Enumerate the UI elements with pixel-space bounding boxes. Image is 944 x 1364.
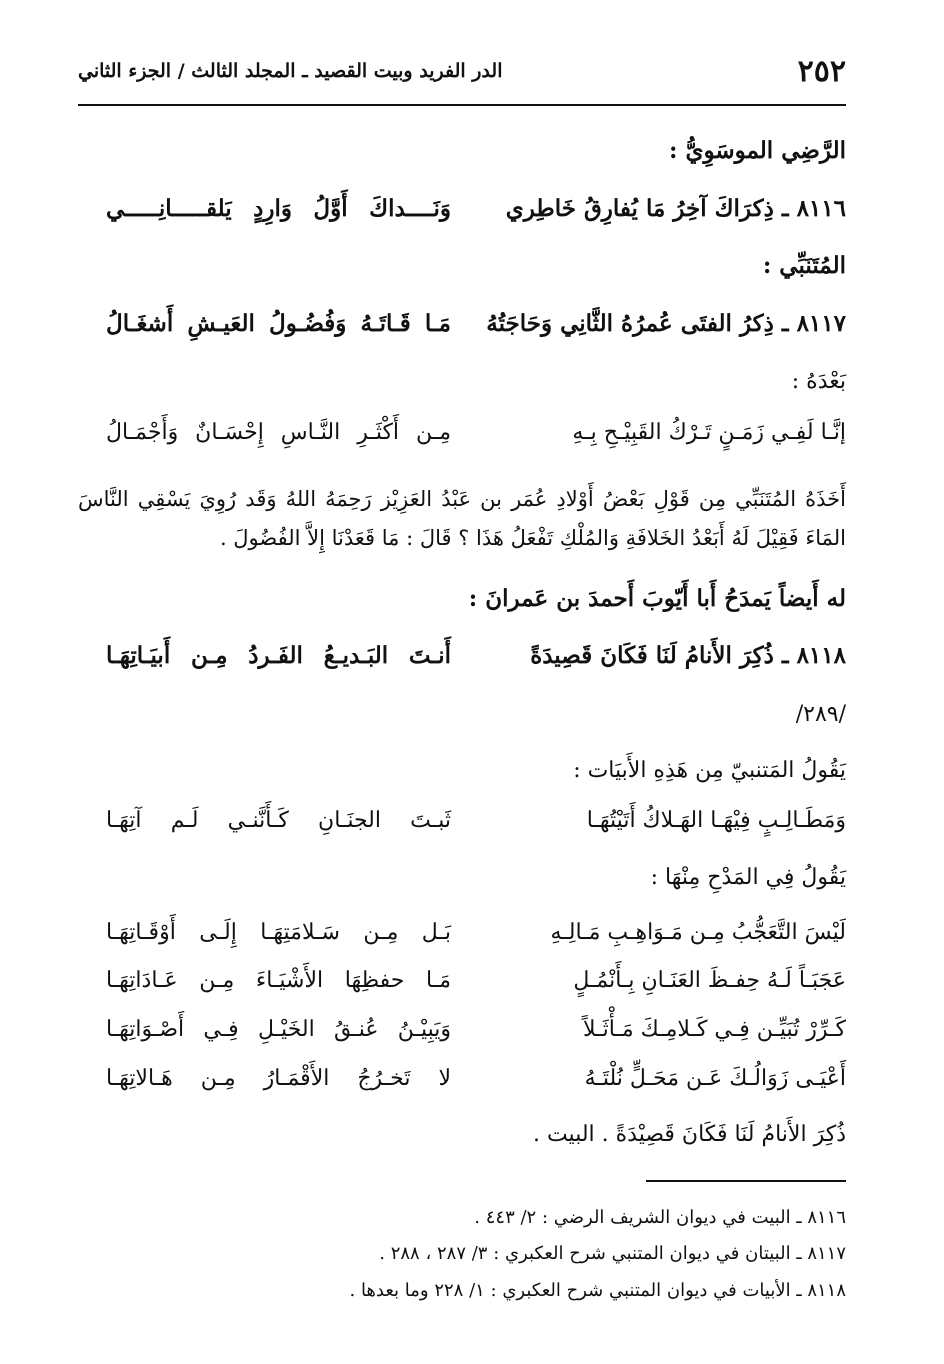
verse-mataalib <box>78 808 846 848</box>
verse-madh-4-first-hemistich: أَعْيَـى زَوَالُـكَ عَـن مَحَـلٍّ نُلْتَـهُ <box>584 1066 846 1091</box>
verse-after-second-hemistich: مِـن أَكْثَـرِ النَّـاسِ إِحْسَـانٌ وَأَجْمَـالُ <box>106 420 451 445</box>
verse-madh-1 <box>78 920 846 960</box>
verse-madh-2-second-hemistich: مَـا حفظِهَا الأَشْيَـاءَ مِـن عَـادَاتِهَـا <box>106 968 451 993</box>
verse-madh-4-second-hemistich: لا تَخـرُجُ الأَقْمَـارُ مِـن هَـالاتِهَـا <box>106 1066 451 1091</box>
verse-mataalib-second-hemistich: ثَبـتَ الجنَـانِ كَـأَنَّنـي لَـم آتِهَـا <box>106 808 451 833</box>
verse-8116-second-hemistich: وَنَــــداكَ أَوَّلُ وَارِدٍ يَلقـــــانِـــــي <box>106 195 451 222</box>
verse-after-first-hemistich: إنَّـا لَفِـي زَمَـنٍ تَـرْكُ القَبِيْـحِ بِـهِ <box>572 420 846 445</box>
page-number: ٢٥٢ <box>797 54 846 89</box>
verse-after-8117 <box>78 420 846 460</box>
verse-8116 <box>78 195 846 235</box>
intro-madh: يَقُولُ فِي المَدْحِ مِنْهَا : <box>650 865 846 890</box>
verse-mataalib-first-hemistich: وَمَطَـالِـبٍ فِيْهَـا الهَـلاكُ أَتَيْتُهَـا <box>586 808 846 833</box>
footnote-8116: ٨١١٦ ـ البيت في ديوان الشريف الرضي : ٢/ ٤٤٣ . <box>474 1207 846 1228</box>
intro-baadahu: بَعْدَهُ : <box>791 369 846 394</box>
page-header <box>78 52 846 98</box>
footnote-8117: ٨١١٧ ـ البيتان في ديوان المتنبي شرح العكبري : ٣/ ٢٨٧ ، ٢٨٨ . <box>379 1243 846 1264</box>
verse-madh-1-first-hemistich: لَيْسَ التَّعَجُّبُ مِـن مَـوَاهِـبِ مَـالِـهِ <box>550 920 846 945</box>
closing-line: ذُكِرَ الأَنامُ لَنَا فَكَانَ قَصِيْدَةً . البيت . <box>532 1122 846 1147</box>
verse-madh-2 <box>78 968 846 1008</box>
poet-intro-mutanabbi: المُتَنَبِّي : <box>762 252 846 279</box>
footnote-8118: ٨١١٨ ـ الأبيات في ديوان المتنبي شرح العكبري : ١/ ٢٢٨ وما بعدها . <box>349 1280 846 1301</box>
verse-8118-second-hemistich: أَنـتَ البَـديـعُ الفَـردُ مِـن أَبيَـاتِهَـا <box>106 642 451 669</box>
poet-intro-ayyub: له أَيضاً يَمدَحُ أَبا أَيّوبَ أَحمدَ بن عَمرانَ : <box>468 585 846 612</box>
verse-8116-first-hemistich: ٨١١٦ ـ ذِكرَاكَ آخِرُ مَا يُفارِقُ خَاطِري <box>505 195 846 222</box>
verse-madh-3 <box>78 1017 846 1057</box>
page-reference: /٢٨٩/ <box>795 702 846 727</box>
intro-yaqulu: يَقُولُ المَتنبيّ مِن هَذِهِ الأَبيَات : <box>573 758 846 783</box>
verse-madh-3-second-hemistich: وَيَبِيْـنُ عُنـقُ الخَيْـلِ فِـي أَصْـوَاتِهَـا <box>106 1017 451 1042</box>
running-title: الدر الفريد وبيت القصيد ـ المجلد الثالث / الجزء الثاني <box>78 60 503 82</box>
prose-akhadhahu: أَخَذَهُ المُتَنَبِّي مِن قَوْلِ بَعْضُ أَوْلادِ عُمَر بن عَبْدُ العَزِيْز رَحِمَهُ اللهُ وَقَد رُوِيَ يَسْقِي النَّاسَ المَاءَ فَقِيْلَ لَهُ أَبَعْدُ الخَلافَةِ وَالمُلْكِ تَفْعَلُ هَذَا ؟ قَالَ : مَا قَعَدْنَا إِلاَّ الفُضُولَ . <box>78 487 846 550</box>
verse-madh-2-first-hemistich: عَجَبَـاً لَـهُ حِفـظَ العَنَـانِ بِـأَنْمُـلٍ <box>573 968 846 993</box>
poet-intro-radi: الرَّضِي الموسَوِيُّ : <box>668 137 846 164</box>
verse-8117-first-hemistich: ٨١١٧ ـ ذِكرُ الفتَى عُمرُهُ الثَّانِي وَحَاجَتُهُ <box>486 310 846 337</box>
header-rule <box>78 104 846 106</box>
verse-8118-first-hemistich: ٨١١٨ ـ ذُكِرَ الأَنامُ لَنَا فَكَانَ قَصِيدَةً <box>530 642 846 669</box>
verse-8118 <box>78 642 846 682</box>
footnote-rule <box>646 1180 846 1182</box>
verse-madh-1-second-hemistich: بَـل مِـن سَـلامَتِهَـا إِلَـى أَوْقَـاتِهَـا <box>106 920 451 945</box>
verse-8117 <box>78 310 846 350</box>
verse-8117-second-hemistich: مَـا قَـاتَـهُ وَفُضُـولُ العَيـشِ أَشغَـالُ <box>106 310 451 337</box>
verse-madh-4 <box>78 1066 846 1106</box>
verse-madh-3-first-hemistich: كَـرِّرْ تُبَيِّـن فِـي كَـلامِـكَ مَـأْثَـلاً <box>583 1017 846 1042</box>
